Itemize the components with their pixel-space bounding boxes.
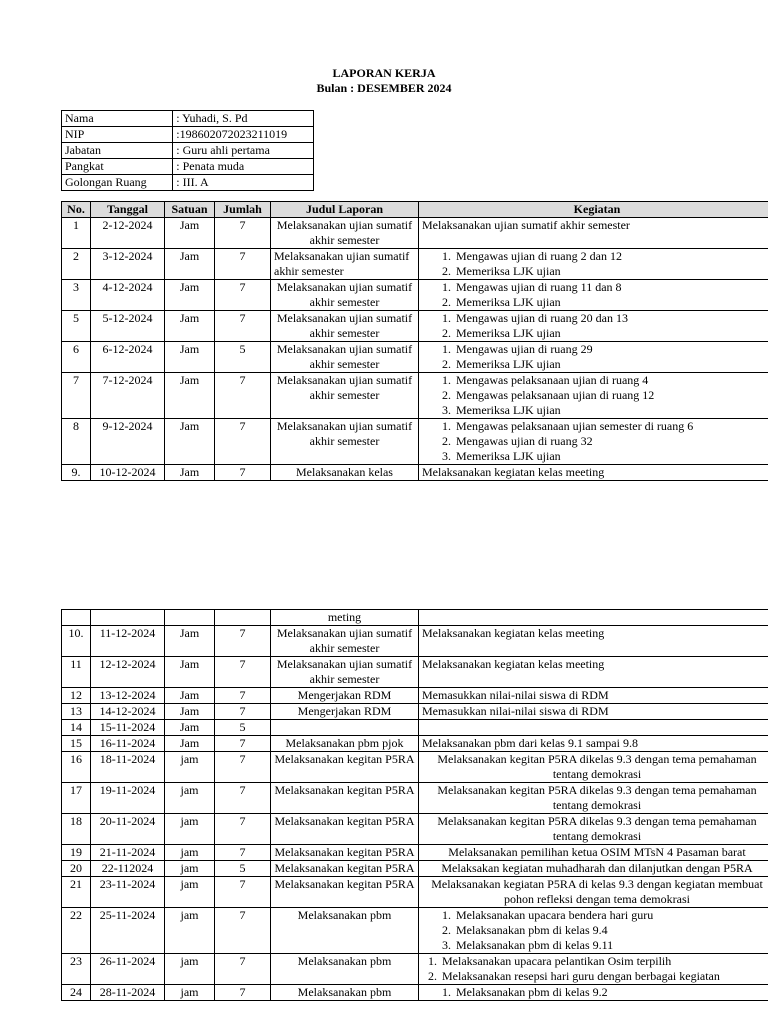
judul-cell: Melaksanakan kegitan P5RA: [271, 845, 419, 861]
judul-cell: Melaksanakan pbm: [271, 954, 419, 985]
kegiatan-list-item: 2. Melaksanakan pbm di kelas 9.4: [454, 923, 768, 938]
judul-cell: Mengerjakan RDM: [271, 704, 419, 720]
kegiatan-cell: [419, 985, 768, 1001]
judul-cell: Melaksanakan ujian sumatif akhir semester: [271, 311, 419, 342]
kegiatan-cell: Melaksanakan kegitan P5RA dikelas 9.3 dengan tema pemahaman tentang demokrasi: [419, 814, 768, 845]
satuan-cell: Jam: [165, 419, 215, 465]
tanggal-cell: 16-11-2024: [91, 736, 165, 752]
kegiatan-list-item: 1. Melaksanakan upacara pelantikan Osim terpilih: [440, 954, 768, 969]
table-row: [62, 814, 768, 845]
kegiatan-list: [422, 908, 768, 953]
info-row: [62, 143, 314, 159]
info-label: Jabatan: [62, 143, 173, 159]
kegiatan-list-item: 2. Mengawas pelaksanaan ujian di ruang 12: [454, 388, 768, 403]
jumlah-cell: 5: [215, 720, 271, 736]
jumlah-cell: 7: [215, 626, 271, 657]
tanggal-cell: 5-12-2024: [91, 311, 165, 342]
kegiatan-list: [422, 985, 768, 1000]
kegiatan-list-item: 2. Mengawas ujian di ruang 32: [454, 434, 768, 449]
empty-cell: [62, 610, 91, 626]
kegiatan-cell: [419, 954, 768, 985]
kegiatan-list: [422, 342, 768, 372]
kegiatan-cell: Melaksanakan kegitan P5RA dikelas 9.3 dengan tema pemahaman tentang demokrasi: [419, 783, 768, 814]
tanggal-cell: 9-12-2024: [91, 419, 165, 465]
table-header-row: [62, 202, 768, 218]
kegiatan-list-item: 1. Mengawas pelaksanaan ujian semester di ruang 6: [454, 419, 768, 434]
kegiatan-cell: Melaksanakan pbm dari kelas 9.1 sampai 9.8: [419, 736, 768, 752]
satuan-cell: jam: [165, 985, 215, 1001]
kegiatan-cell: [419, 720, 768, 736]
kegiatan-cell: [419, 280, 768, 311]
tanggal-cell: 2-12-2024: [91, 218, 165, 249]
kegiatan-cell: Melaksanakan pemilihan ketua OSIM MTsN 4 Pasaman barat: [419, 845, 768, 861]
satuan-cell: jam: [165, 908, 215, 954]
kegiatan-cell: Melaksanakan ujian sumatif akhir semester: [419, 218, 768, 249]
kegiatan-list-item: 2. Memeriksa LJK ujian: [454, 357, 768, 372]
jumlah-cell: 7: [215, 419, 271, 465]
col-no-header: No.: [62, 202, 91, 218]
judul-cell: Melaksanakan kegitan P5RA: [271, 783, 419, 814]
satuan-cell: Jam: [165, 688, 215, 704]
table-row: [62, 845, 768, 861]
jumlah-cell: 7: [215, 311, 271, 342]
kegiatan-cell: Memasukkan nilai-nilai siswa di RDM: [419, 704, 768, 720]
tanggal-cell: 4-12-2024: [91, 280, 165, 311]
table-row: [62, 752, 768, 783]
satuan-cell: Jam: [165, 249, 215, 280]
satuan-cell: jam: [165, 954, 215, 985]
kegiatan-list: [422, 373, 768, 418]
judul-cell: Melaksanakan kegitan P5RA: [271, 814, 419, 845]
jumlah-cell: 7: [215, 954, 271, 985]
no-cell: 16: [62, 752, 91, 783]
col-kegiatan-header: Kegiatan: [419, 202, 768, 218]
no-cell: 2: [62, 249, 91, 280]
no-cell: 7: [62, 373, 91, 419]
kegiatan-list-item: 3. Melaksanakan pbm di kelas 9.11: [454, 938, 768, 953]
table-row: [62, 908, 768, 954]
judul-cell: Melaksanakan ujian sumatif akhir semester: [271, 218, 419, 249]
col-satuan-header: Satuan: [165, 202, 215, 218]
kegiatan-list-item: 1. Mengawas ujian di ruang 20 dan 13: [454, 311, 768, 326]
empty-cell: [215, 610, 271, 626]
jumlah-cell: 7: [215, 845, 271, 861]
tanggal-cell: 7-12-2024: [91, 373, 165, 419]
satuan-cell: jam: [165, 814, 215, 845]
col-tanggal-header: Tanggal: [91, 202, 165, 218]
info-row: [62, 159, 314, 175]
judul-cell: Melaksanakan kegitan P5RA: [271, 752, 419, 783]
kegiatan-list-item: 1. Mengawas ujian di ruang 11 dan 8: [454, 280, 768, 295]
table-row: [62, 688, 768, 704]
no-cell: 3: [62, 280, 91, 311]
table-row: [62, 465, 768, 481]
kegiatan-list-item: 2. Memeriksa LJK ujian: [454, 264, 768, 279]
empty-cell: [419, 610, 768, 626]
info-value: : III. A: [173, 175, 314, 191]
satuan-cell: Jam: [165, 626, 215, 657]
no-cell: 1: [62, 218, 91, 249]
continuation-row: [62, 610, 768, 626]
jumlah-cell: 7: [215, 657, 271, 688]
table-row: [62, 311, 768, 342]
judul-cell: Melaksanakan pbm pjok: [271, 736, 419, 752]
satuan-cell: Jam: [165, 311, 215, 342]
tanggal-cell: 23-11-2024: [91, 877, 165, 908]
jumlah-cell: 7: [215, 465, 271, 481]
satuan-cell: Jam: [165, 465, 215, 481]
report-table-continued: [61, 609, 768, 1001]
judul-cell: meting: [271, 610, 419, 626]
tanggal-cell: 11-12-2024: [91, 626, 165, 657]
table-row: [62, 985, 768, 1001]
judul-cell: Melaksanakan ujian sumatif akhir semester: [271, 373, 419, 419]
judul-cell: Melaksanakan ujian sumatif akhir semester: [271, 419, 419, 465]
satuan-cell: Jam: [165, 704, 215, 720]
jumlah-cell: 7: [215, 688, 271, 704]
jumlah-cell: 7: [215, 704, 271, 720]
table-row: [62, 954, 768, 985]
no-cell: 11: [62, 657, 91, 688]
table-row: [62, 280, 768, 311]
tanggal-cell: 26-11-2024: [91, 954, 165, 985]
judul-cell: Melaksanakan kegitan P5RA: [271, 877, 419, 908]
no-cell: 24: [62, 985, 91, 1001]
tanggal-cell: 25-11-2024: [91, 908, 165, 954]
no-cell: 22: [62, 908, 91, 954]
empty-cell: [91, 610, 165, 626]
satuan-cell: Jam: [165, 373, 215, 419]
info-label: Golongan Ruang: [62, 175, 173, 191]
no-cell: 15: [62, 736, 91, 752]
kegiatan-list-item: 1. Mengawas pelaksanaan ujian di ruang 4: [454, 373, 768, 388]
jumlah-cell: 7: [215, 752, 271, 783]
tanggal-cell: 15-11-2024: [91, 720, 165, 736]
table-row: [62, 736, 768, 752]
tanggal-cell: 20-11-2024: [91, 814, 165, 845]
jumlah-cell: 7: [215, 985, 271, 1001]
judul-cell: Melaksanakan kegitan P5RA: [271, 861, 419, 877]
jumlah-cell: 7: [215, 736, 271, 752]
kegiatan-list: [422, 280, 768, 310]
judul-cell: [271, 720, 419, 736]
kegiatan-cell: [419, 342, 768, 373]
kegiatan-cell: Melaksanakan kegiatan kelas meeting: [419, 626, 768, 657]
no-cell: 5: [62, 311, 91, 342]
info-row: [62, 175, 314, 191]
tanggal-cell: 19-11-2024: [91, 783, 165, 814]
report-subtitle: Bulan : DESEMBER 2024: [316, 81, 452, 95]
judul-cell: Mengerjakan RDM: [271, 688, 419, 704]
table-row: [62, 419, 768, 465]
kegiatan-cell: [419, 419, 768, 465]
jumlah-cell: 7: [215, 908, 271, 954]
table-row: [62, 861, 768, 877]
info-row: [62, 111, 314, 127]
table-row: [62, 249, 768, 280]
no-cell: 6: [62, 342, 91, 373]
info-value: : Guru ahli pertama: [173, 143, 314, 159]
no-cell: 13: [62, 704, 91, 720]
satuan-cell: Jam: [165, 342, 215, 373]
no-cell: 18: [62, 814, 91, 845]
info-label: Pangkat: [62, 159, 173, 175]
judul-cell: Melaksanakan ujian sumatif akhir semester: [271, 657, 419, 688]
kegiatan-cell: Melaksanakan kegiatan kelas meeting: [419, 657, 768, 688]
judul-cell: Melaksanakan ujian sumatif akhir semester: [271, 626, 419, 657]
satuan-cell: Jam: [165, 736, 215, 752]
tanggal-cell: 21-11-2024: [91, 845, 165, 861]
jumlah-cell: 7: [215, 877, 271, 908]
info-label: NIP: [62, 127, 173, 143]
judul-cell: Melaksanakan ujian sumatif akhir semester: [271, 342, 419, 373]
no-cell: 8: [62, 419, 91, 465]
info-row: [62, 127, 314, 143]
kegiatan-list: [422, 249, 768, 279]
kegiatan-list: [422, 311, 768, 341]
satuan-cell: Jam: [165, 218, 215, 249]
no-cell: 23: [62, 954, 91, 985]
satuan-cell: Jam: [165, 720, 215, 736]
no-cell: 21: [62, 877, 91, 908]
kegiatan-cell: [419, 249, 768, 280]
kegiatan-list: [422, 419, 768, 464]
kegiatan-list-item: 2. Memeriksa LJK ujian: [454, 295, 768, 310]
tanggal-cell: 28-11-2024: [91, 985, 165, 1001]
kegiatan-cell: Melaksanakan kegitan P5RA dikelas 9.3 dengan tema pemahaman tentang demokrasi: [419, 752, 768, 783]
satuan-cell: jam: [165, 752, 215, 783]
info-value: : Penata muda: [173, 159, 314, 175]
col-judul-header: Judul Laporan: [271, 202, 419, 218]
satuan-cell: jam: [165, 845, 215, 861]
table-row: [62, 218, 768, 249]
tanggal-cell: 12-12-2024: [91, 657, 165, 688]
judul-cell: Melaksanakan ujian sumatif akhir semester: [271, 249, 419, 280]
info-value: : Yuhadi, S. Pd: [173, 111, 314, 127]
no-cell: 10.: [62, 626, 91, 657]
kegiatan-list-item: 3. Memeriksa LJK ujian: [454, 403, 768, 418]
judul-cell: Melaksanakan kelas: [271, 465, 419, 481]
table-row: [62, 877, 768, 908]
jumlah-cell: 5: [215, 861, 271, 877]
satuan-cell: jam: [165, 877, 215, 908]
table-row: [62, 342, 768, 373]
jumlah-cell: 7: [215, 814, 271, 845]
kegiatan-list-item: 2. Memeriksa LJK ujian: [454, 326, 768, 341]
kegiatan-cell: [419, 373, 768, 419]
report-title: LAPORAN KERJA: [332, 66, 436, 80]
satuan-cell: Jam: [165, 280, 215, 311]
info-label: Nama: [62, 111, 173, 127]
report-table: [61, 201, 768, 481]
tanggal-cell: 18-11-2024: [91, 752, 165, 783]
tanggal-cell: 22-112024: [91, 861, 165, 877]
no-cell: 12: [62, 688, 91, 704]
info-value: :198602072023211019: [173, 127, 314, 143]
kegiatan-cell: [419, 908, 768, 954]
kegiatan-cell: Melaksanakan kegiatan P5RA di kelas 9.3 dengan kegiatan membuat pohon refleksi dengan tema demokrasi: [419, 877, 768, 908]
jumlah-cell: 7: [215, 280, 271, 311]
kegiatan-list-item: 1. Mengawas ujian di ruang 2 dan 12: [454, 249, 768, 264]
kegiatan-cell: Memasukkan nilai-nilai siswa di RDM: [419, 688, 768, 704]
col-jumlah-header: Jumlah: [215, 202, 271, 218]
table-row: [62, 626, 768, 657]
tanggal-cell: 6-12-2024: [91, 342, 165, 373]
jumlah-cell: 7: [215, 218, 271, 249]
jumlah-cell: 5: [215, 342, 271, 373]
jumlah-cell: 7: [215, 249, 271, 280]
judul-cell: Melaksanakan pbm: [271, 985, 419, 1001]
no-cell: 14: [62, 720, 91, 736]
kegiatan-list: [422, 954, 768, 984]
kegiatan-cell: Melaksakan kegiatan muhadharah dan dilanjutkan dengan P5RA: [419, 861, 768, 877]
satuan-cell: jam: [165, 783, 215, 814]
empty-cell: [165, 610, 215, 626]
kegiatan-cell: Melaksanakan kegiatan kelas meeting: [419, 465, 768, 481]
satuan-cell: Jam: [165, 657, 215, 688]
table-row: [62, 720, 768, 736]
no-cell: 17: [62, 783, 91, 814]
employee-info-table: [61, 110, 314, 191]
judul-cell: Melaksanakan ujian sumatif akhir semester: [271, 280, 419, 311]
jumlah-cell: 7: [215, 783, 271, 814]
table-row: [62, 704, 768, 720]
kegiatan-list-item: 1. Mengawas ujian di ruang 29: [454, 342, 768, 357]
no-cell: 20: [62, 861, 91, 877]
tanggal-cell: 10-12-2024: [91, 465, 165, 481]
kegiatan-list-item: 1. Melaksanakan upacara bendera hari guru: [454, 908, 768, 923]
tanggal-cell: 3-12-2024: [91, 249, 165, 280]
jumlah-cell: 7: [215, 373, 271, 419]
no-cell: 19: [62, 845, 91, 861]
table-row: [62, 783, 768, 814]
kegiatan-cell: [419, 311, 768, 342]
judul-cell: Melaksanakan pbm: [271, 908, 419, 954]
table-row: [62, 373, 768, 419]
table-row: [62, 657, 768, 688]
tanggal-cell: 13-12-2024: [91, 688, 165, 704]
kegiatan-list-item: 3. Memeriksa LJK ujian: [454, 449, 768, 464]
kegiatan-list-item: 1. Melaksanakan pbm di kelas 9.2: [454, 985, 768, 1000]
no-cell: 9.: [62, 465, 91, 481]
tanggal-cell: 14-12-2024: [91, 704, 165, 720]
kegiatan-list-item: 2. Melaksanakan resepsi hari guru dengan berbagai kegiatan: [440, 969, 768, 984]
satuan-cell: jam: [165, 861, 215, 877]
